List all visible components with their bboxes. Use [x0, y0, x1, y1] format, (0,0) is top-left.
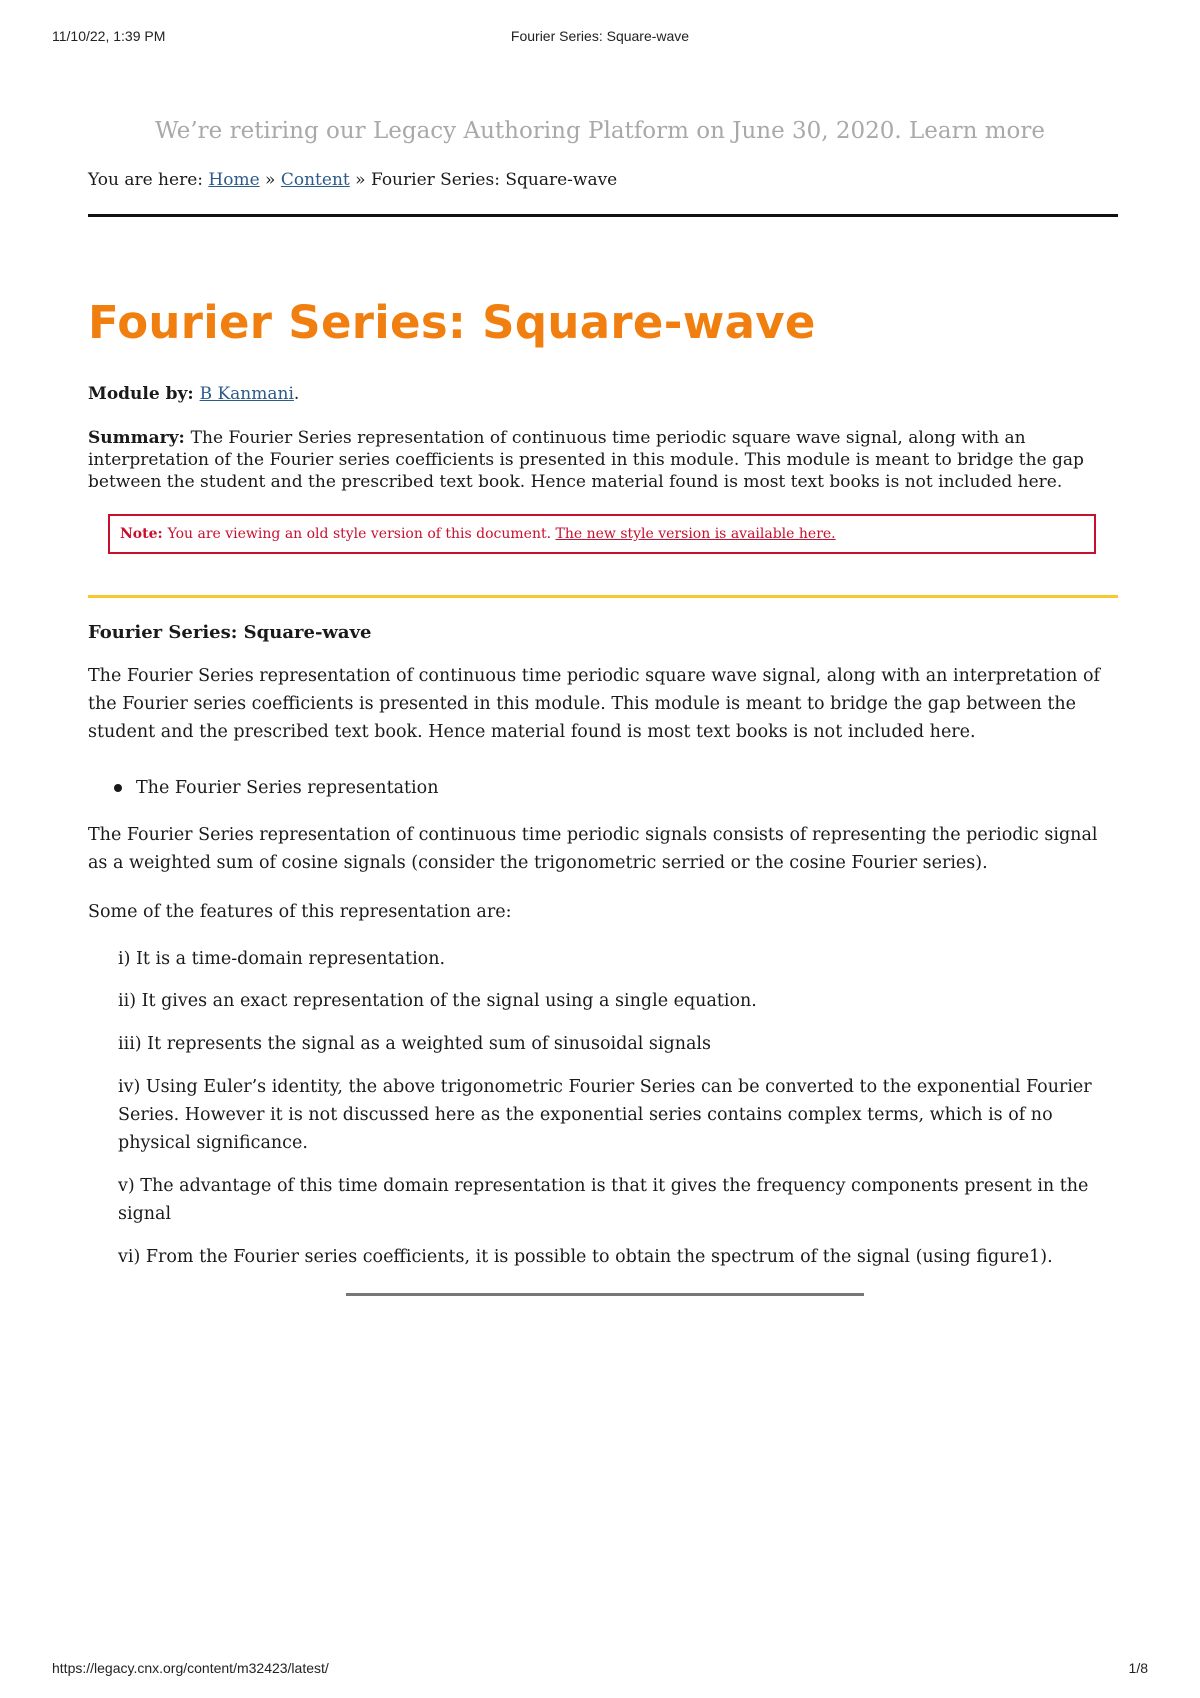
print-header	[52, 28, 1148, 48]
old-version-note	[108, 514, 1096, 554]
intro-paragraph: The Fourier Series representation of continuous time periodic square wave signal, along with an interpretation of the Fourier series coefficients is presented in this module. This module is meant to bridge the gap between the student and the prescribed text book. Hence material found is most text books is not included here.	[88, 666, 1101, 742]
note-text: You are viewing an old style version of this document.	[167, 526, 556, 542]
breadcrumb-home-link[interactable]: Home	[208, 170, 260, 190]
representation-paragraph: The Fourier Series representation of continuous time periodic signals consists of representing the periodic signal as a weighted sum of cosine signals (consider the trigonometric serried or the cosine Fourier series).	[88, 825, 1098, 873]
bullet-icon	[114, 784, 122, 792]
breadcrumb-content-link[interactable]: Content	[280, 170, 350, 190]
author-link[interactable]: B Kanmani	[199, 384, 294, 404]
content-heading: Fourier Series: Square-wave	[88, 622, 372, 643]
print-page-number: 1/8	[1128, 1660, 1148, 1676]
byline-label: Module by:	[88, 384, 200, 404]
new-style-version-link[interactable]: The new style version is available here.	[555, 526, 836, 542]
feature-item: vi) From the Fourier series coefficients, it is possible to obtain the spectrum of the signal (using figure1).	[118, 1247, 1053, 1267]
breadcrumb-prefix: You are here:	[88, 170, 209, 190]
feature-item: iv) Using Euler’s identity, the above trigonometric Fourier Series can be converted to the exponential Fourier Series. However it is not discussed here as the exponential series contains complex terms, which is of no physical significance.	[118, 1077, 1092, 1153]
feature-item: v) The advantage of this time domain representation is that it gives the frequency components present in the signal	[118, 1176, 1089, 1224]
module-byline	[88, 384, 299, 404]
breadcrumb-separator: »	[349, 170, 371, 190]
feature-item: i) It is a time-domain representation.	[118, 949, 446, 969]
summary-label: Summary:	[88, 428, 191, 448]
print-url: https://legacy.cnx.org/content/m32423/latest/	[52, 1660, 329, 1676]
header-divider	[88, 214, 1118, 217]
breadcrumb	[88, 170, 617, 190]
banner-text[interactable]: We’re retiring our Legacy Authoring Platform on June 30, 2020. Learn more	[154, 118, 1046, 144]
retirement-banner[interactable]	[0, 118, 1200, 144]
feature-item: iii) It represents the signal as a weighted sum of sinusoidal signals	[118, 1034, 711, 1054]
note-label: Note:	[120, 526, 168, 542]
module-summary	[88, 427, 1118, 493]
page-title: Fourier Series: Square-wave	[88, 296, 816, 349]
breadcrumb-current: Fourier Series: Square-wave	[370, 170, 618, 190]
feature-item: ii) It gives an exact representation of the signal using a single equation.	[118, 991, 757, 1011]
list-item	[114, 774, 438, 802]
features-intro: Some of the features of this representation are:	[88, 902, 512, 922]
print-doc-title: Fourier Series: Square-wave	[510, 28, 690, 44]
section-end-divider	[346, 1293, 864, 1296]
bullet-text: The Fourier Series representation	[136, 778, 439, 798]
summary-text: The Fourier Series representation of continuous time periodic square wave signal, along with an interpretation of the Fourier series coefficients is presented in this module. This module is meant to bridge the gap between the student and the prescribed text book. Hence material found is most text books is not included here.	[88, 428, 1084, 492]
print-datetime: 11/10/22, 1:39 PM	[52, 28, 166, 44]
breadcrumb-separator: »	[259, 170, 281, 190]
byline-end: .	[293, 384, 300, 404]
content-divider	[88, 595, 1118, 598]
print-footer	[52, 1660, 1148, 1680]
